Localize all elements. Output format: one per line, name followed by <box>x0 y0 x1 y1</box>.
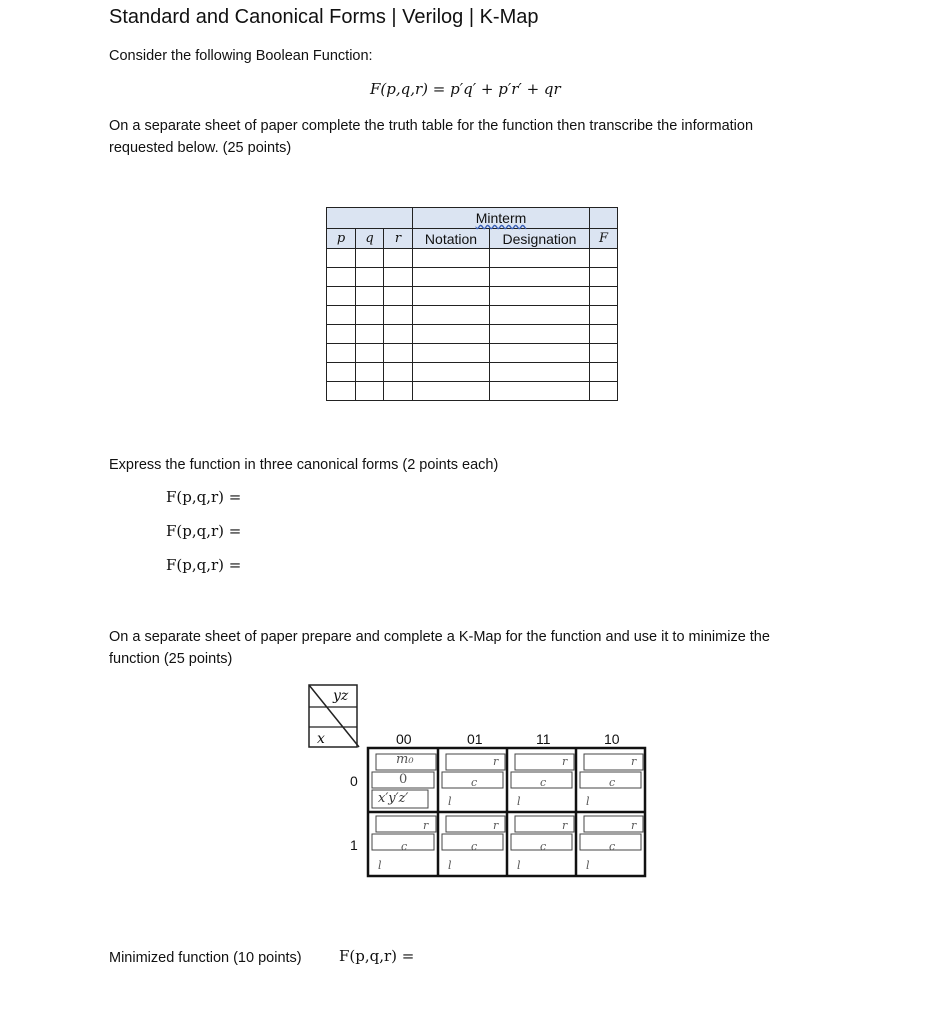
truth-table-cell[interactable] <box>384 249 413 268</box>
truth-table-cell[interactable] <box>384 363 413 382</box>
truth-table-cell[interactable] <box>490 344 590 363</box>
canonical-prompt: Express the function in three canonical forms (2 points each) <box>109 457 499 473</box>
kmap-cell-c-label: c <box>609 776 616 789</box>
truth-table-row <box>327 325 618 344</box>
truth-table-row <box>327 268 618 287</box>
truth-table-cell[interactable] <box>384 382 413 401</box>
kmap-cell-l-label: l <box>586 859 590 872</box>
instructions-line-1: On a separate sheet of paper complete the truth table for the function then transcribe the information <box>109 118 754 134</box>
truth-table-cell[interactable] <box>413 363 490 382</box>
col-header-f: F <box>590 229 618 249</box>
canonical-form-1: F(p,q,r) = <box>166 488 242 506</box>
truth-table-cell[interactable] <box>356 268 384 287</box>
kmap-cell-r-label: r <box>423 819 429 832</box>
kmap-cell-l-label: l <box>517 795 521 808</box>
minterm-header: Minterm <box>413 208 590 229</box>
truth-table-cell[interactable] <box>327 382 356 401</box>
truth-table-cell[interactable] <box>490 325 590 344</box>
truth-table-cell[interactable] <box>384 306 413 325</box>
truth-table-cell[interactable] <box>327 344 356 363</box>
truth-table-cell[interactable] <box>356 287 384 306</box>
col-header-p: p <box>327 229 356 249</box>
truth-table-cell[interactable] <box>356 249 384 268</box>
canonical-form-2: F(p,q,r) = <box>166 522 242 540</box>
truth-table-cell[interactable] <box>327 306 356 325</box>
col-header-notation: Notation <box>413 229 490 249</box>
truth-table-cell[interactable] <box>590 363 618 382</box>
canonical-form-3: F(p,q,r) = <box>166 556 242 574</box>
truth-table-cell[interactable] <box>356 325 384 344</box>
truth-table-cell[interactable] <box>356 306 384 325</box>
truth-table-cell[interactable] <box>413 268 490 287</box>
instructions-truth-table <box>109 115 753 159</box>
kmap-cell-c-label: c <box>401 840 408 853</box>
truth-table-cell[interactable] <box>384 268 413 287</box>
truth-table-cell[interactable] <box>490 268 590 287</box>
truth-table-cell[interactable] <box>413 325 490 344</box>
truth-table-cell[interactable] <box>490 382 590 401</box>
kmap-cell-c-label: c <box>540 840 547 853</box>
truth-table-cell[interactable] <box>327 325 356 344</box>
kmap-cell-c-label: c <box>471 840 478 853</box>
kmap-cell-r-label: r <box>493 755 499 768</box>
truth-table-row <box>327 363 618 382</box>
truth-table-cell[interactable] <box>590 268 618 287</box>
truth-table-group-row <box>327 208 618 229</box>
page-title: Standard and Canonical Forms | Verilog | K-Map <box>109 6 539 28</box>
kmap-cell-r-label: r <box>562 755 568 768</box>
truth-table-cell[interactable] <box>490 249 590 268</box>
kmap-cell-l-label: l <box>378 859 382 872</box>
truth-table-cell[interactable] <box>590 306 618 325</box>
truth-table-cell[interactable] <box>590 325 618 344</box>
truth-table-body <box>327 249 618 401</box>
truth-table-row <box>327 287 618 306</box>
col-header-q: q <box>356 229 384 249</box>
truth-table-cell[interactable] <box>590 249 618 268</box>
truth-table-row <box>327 249 618 268</box>
kmap-corner-yz: yz <box>333 688 349 704</box>
kmap-cell-r-label: r <box>493 819 499 832</box>
truth-table-row <box>327 306 618 325</box>
kmap-cell-r-label: r <box>631 819 637 832</box>
truth-table-row <box>327 382 618 401</box>
minimized-expression: F(p,q,r) = <box>339 947 415 965</box>
kmap-col-header-01: 01 <box>467 731 483 747</box>
truth-table-cell[interactable] <box>590 382 618 401</box>
truth-table-cell[interactable] <box>413 287 490 306</box>
kmap-col-header-00: 00 <box>396 731 412 747</box>
instructions-kmap <box>109 626 770 670</box>
kmap-example-minterm: m₀ <box>396 752 414 767</box>
truth-table-cell[interactable] <box>356 382 384 401</box>
kmap-example-expression: x′y′z′ <box>378 791 409 806</box>
truth-table-header-row <box>327 229 618 249</box>
instructions-kmap-line-1: On a separate sheet of paper prepare and complete a K-Map for the function and use it to minimize the <box>109 629 770 645</box>
function-definition: F(p,q,r) = p′q′ + p′r′ + qr <box>370 80 561 98</box>
kmap-cell-c-label: c <box>609 840 616 853</box>
kmap-corner-x: x <box>317 731 325 747</box>
truth-table-cell[interactable] <box>356 363 384 382</box>
kmap-cell-l-label: l <box>448 859 452 872</box>
minimized-label: Minimized function (10 points) <box>109 950 302 966</box>
truth-table-cell[interactable] <box>490 363 590 382</box>
col-header-designation: Designation <box>490 229 590 249</box>
kmap-cell-r-label: r <box>631 755 637 768</box>
kmap-col-header-10: 10 <box>604 731 620 747</box>
kmap-cell-l-label: l <box>448 795 452 808</box>
instructions-kmap-line-2: function (25 points) <box>109 651 233 667</box>
kmap-cell-l-label: l <box>586 795 590 808</box>
kmap-cell-r-label: r <box>562 819 568 832</box>
col-header-r: r <box>384 229 413 249</box>
truth-table <box>326 207 618 401</box>
truth-table-cell[interactable] <box>384 325 413 344</box>
truth-table-cell[interactable] <box>490 287 590 306</box>
truth-table-cell[interactable] <box>413 249 490 268</box>
truth-table-cell[interactable] <box>384 287 413 306</box>
truth-table-cell[interactable] <box>356 344 384 363</box>
truth-table-cell[interactable] <box>327 249 356 268</box>
kmap-cell-c-label: c <box>471 776 478 789</box>
kmap-example-value: 0 <box>399 772 408 787</box>
kmap-row-header-0: 0 <box>350 773 358 789</box>
truth-table-cell[interactable] <box>413 306 490 325</box>
truth-table-cell[interactable] <box>413 382 490 401</box>
kmap-cell-c-label: c <box>540 776 547 789</box>
truth-table-cell[interactable] <box>327 363 356 382</box>
truth-table-cell[interactable] <box>590 344 618 363</box>
instructions-line-2: requested below. (25 points) <box>109 140 292 156</box>
truth-table-cell[interactable] <box>490 306 590 325</box>
kmap-row-header-1: 1 <box>350 837 358 853</box>
kmap-cell-l-label: l <box>517 859 521 872</box>
truth-table-row <box>327 344 618 363</box>
truth-table-cell[interactable] <box>384 344 413 363</box>
truth-table-cell[interactable] <box>413 344 490 363</box>
truth-table-cell[interactable] <box>327 287 356 306</box>
kmap-col-header-11: 11 <box>536 731 551 747</box>
truth-table-cell[interactable] <box>327 268 356 287</box>
intro-text: Consider the following Boolean Function: <box>109 48 373 64</box>
truth-table-cell[interactable] <box>590 287 618 306</box>
